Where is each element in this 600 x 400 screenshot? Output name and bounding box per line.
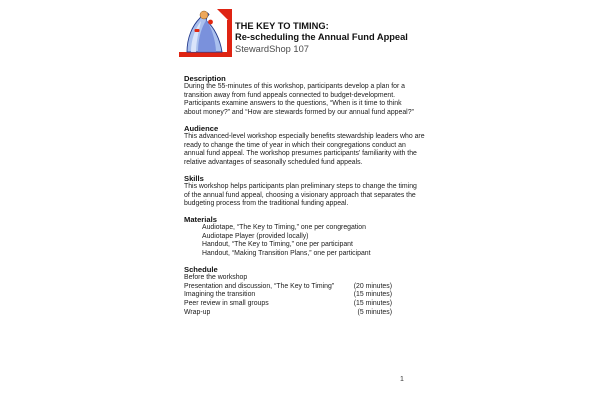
schedule-item-time: (15 minutes): [353, 300, 392, 307]
description-text-line: about money?” and “How are stewards formed by our annual fund appeal?”: [184, 108, 414, 116]
materials-list-item: Audiotape, “The Key to Timing,” one per congregation: [202, 224, 366, 232]
description-text-line: Participants examine answers to the questions, “When is it time to think: [184, 100, 402, 108]
page-title-line2: Re-scheduling the Annual Fund Appeal: [235, 32, 408, 43]
schedule-row: [184, 309, 392, 318]
section-heading-skills: Skills: [184, 173, 204, 183]
audience-text-line: annual fund appeal. The workshop presumes participants’ familiarity with the: [184, 150, 417, 158]
section-heading-materials: Materials: [184, 215, 217, 225]
schedule-item-time: (15 minutes): [353, 291, 392, 299]
page-number: 1: [400, 376, 404, 383]
schedule-item-label: Wrap-up: [184, 308, 211, 316]
skills-text-line: of the annual fund appeal, choosing a visionary approach that separates the: [184, 191, 416, 199]
skills-text-line: budgeting process from the traditional funding appeal.: [184, 200, 349, 208]
rising-arrow-figure-icon: [177, 9, 234, 60]
materials-list-item: Handout, “Making Transition Plans,” one per participant: [202, 250, 371, 258]
schedule-item-label: Peer review in small groups: [184, 300, 269, 307]
audience-text-line: This advanced-level workshop especially benefits stewardship leaders who are: [184, 132, 425, 140]
schedule-row: [184, 291, 392, 300]
schedule-row: [184, 274, 392, 283]
schedule-item-time: (20 minutes): [353, 282, 392, 290]
schedule-row: [184, 283, 392, 292]
materials-list-item: Audiotape Player (provided locally): [202, 232, 309, 240]
page-subtitle: StewardShop 107: [235, 43, 309, 54]
schedule-row: [184, 300, 392, 309]
audience-text-line: relative advantages of seasonally scheduled fund appeals.: [184, 158, 363, 166]
schedule-item-label: Presentation and discussion, “The Key to Timing”: [184, 282, 335, 290]
page-title-line1: THE KEY TO TIMING:: [235, 21, 329, 31]
schedule-item-label: Before the workshop: [184, 274, 248, 282]
section-heading-description: Description: [184, 74, 226, 83]
schedule-item-label: Imagining the transition: [184, 291, 256, 299]
description-text-line: During the 55-minutes of this workshop, participants develop a plan for a: [184, 83, 406, 90]
schedule-item-time: (5 minutes): [357, 308, 392, 316]
document-body: [184, 74, 434, 317]
skills-text-line: This workshop helps participants plan preliminary steps to change the timing: [184, 182, 417, 190]
description-text-line: transition away from fund appeals connected to budget-development.: [184, 91, 396, 99]
materials-list-item: Handout, “The Key to Timing,” one per participant: [202, 241, 353, 249]
audience-text-line: ready to change the time of year in which their congregations conduct an: [184, 141, 406, 149]
section-heading-audience: Audience: [184, 123, 219, 133]
header-title-block: [235, 21, 408, 55]
section-heading-schedule: Schedule: [184, 265, 218, 275]
